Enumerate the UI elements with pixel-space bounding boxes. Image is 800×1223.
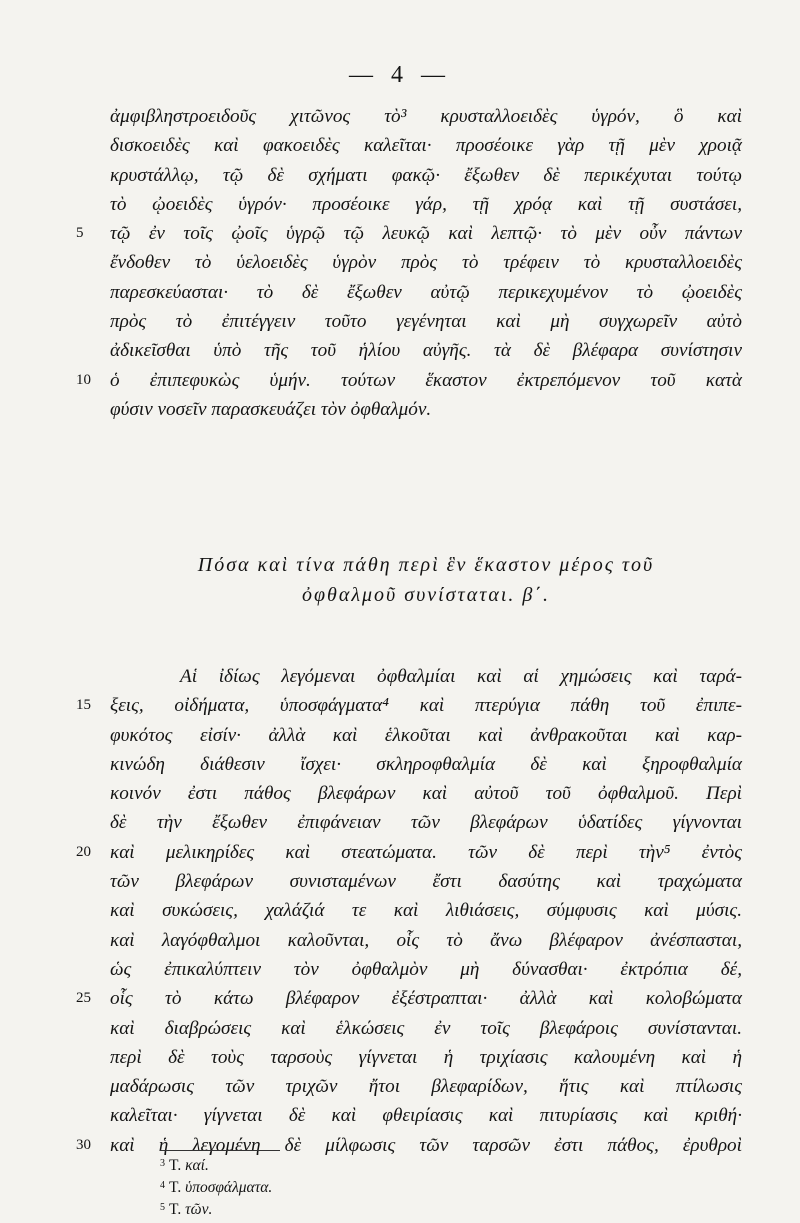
- line-text: φυκότος εἰσίν· ἀλλὰ καὶ ἑλκοῦται καὶ ἀνθρακοῦται καὶ καρ-: [110, 724, 742, 746]
- line-text: καὶ συκώσεις, χαλάζιά τε καὶ λιθιάσεις, σύμφυσις καὶ μύσις.: [110, 900, 742, 922]
- text-line: [110, 161, 742, 190]
- line-text: περὶ δὲ τοὺς ταρσοὺς γίγνεται ἡ τριχίασις καλουμένη καὶ ἡ: [110, 1046, 742, 1068]
- line-text: μαδάρωσις τῶν τριχῶν ἤτοι βλεφαρίδων, ἥτις καὶ πτίλωσις: [110, 1076, 742, 1098]
- line-number: 20: [76, 843, 91, 860]
- line-text: δὲ τὴν ἔξωθεν ἐπιφάνειαν τῶν βλεφάρων ὑδατίδες γίγνονται: [110, 812, 742, 834]
- line-text: φύσιν νοσεῖν παρασκευάζει τὸν ὀφθαλμόν.: [110, 398, 432, 420]
- footnote-siglum: T.: [169, 1201, 182, 1218]
- body-text-top: [76, 102, 742, 424]
- footnote-4: [160, 1177, 560, 1199]
- text-line: [110, 896, 742, 925]
- line-text: καὶ μελικηρίδες καὶ στεατώματα. τῶν δὲ περὶ τὴν⁵ ἐντὸς: [110, 841, 742, 863]
- line-text: ἀμφιβληστροειδοῦς χιτῶνος τὸ³ κρυσταλλοειδὲς ὑγρόν, ὃ καὶ: [110, 106, 742, 127]
- footnote-mark: 4: [160, 1180, 165, 1191]
- line-text: Αἱ ἰδίως λεγόμεναι ὀφθαλμίαι καὶ αἱ χημώσεις καὶ ταρά-: [180, 666, 742, 687]
- line-text: δισκοειδὲς καὶ φακοειδὲς καλεῖται· προσέοικε γὰρ τῇ μὲν χροιᾷ: [110, 135, 742, 157]
- line-text: τῷ ἐν τοῖς ᾠοῖς ὑγρῷ τῷ λευκῷ καὶ λεπτῷ· τὸ μὲν οὖν πάντων: [110, 223, 742, 245]
- text-line: [110, 248, 742, 277]
- page-number: — 4 —: [349, 62, 451, 88]
- text-line: [76, 366, 742, 395]
- line-text: παρεσκεύασται· τὸ δὲ ἔξωθεν αὐτῷ περικεχυμένον τὸ ᾠοειδὲς: [110, 281, 742, 303]
- line-text: καὶ λαγόφθαλμοι καλοῦνται, οἷς τὸ ἄνω βλέφαρον ἀνέσπασται,: [110, 929, 742, 951]
- line-number: 30: [76, 1136, 91, 1153]
- line-text: τὸ ᾠοειδὲς ὑγρόν· προσέοικε γάρ, τῇ χρόᾳ καὶ τῇ συστάσει,: [110, 193, 742, 215]
- text-line: [110, 867, 742, 896]
- line-text: πρὸς τὸ ἐπιτέγγειν τοῦτο γεγένηται καὶ μὴ συγχωρεῖν αὐτὸ: [110, 311, 742, 333]
- chapter-heading: [110, 550, 742, 610]
- text-line: [76, 219, 742, 248]
- text-line: [110, 750, 742, 779]
- line-text: κινώδη διάθεσιν ἴσχει· σκληροφθαλμία δὲ καὶ ξηροφθαλμία: [110, 753, 742, 775]
- text-line: [110, 1101, 742, 1130]
- footnote-reading: ὑποσφάλματα.: [185, 1179, 273, 1196]
- text-line: [110, 278, 742, 307]
- text-line: [110, 395, 742, 424]
- line-text: κρυστάλλῳ, τῷ δὲ σχήματι φακῷ· ἔξωθεν δὲ περικέχυται τούτῳ: [110, 164, 742, 186]
- line-number: 15: [76, 697, 91, 714]
- text-line: [110, 779, 742, 808]
- text-line: [76, 691, 742, 720]
- line-text: ἔνδοθεν τὸ ὑελοειδὲς ὑγρὸν πρὸς τὸ τρέφειν τὸ κρυσταλλοειδὲς: [110, 252, 742, 274]
- line-number: 25: [76, 990, 91, 1007]
- text-line: [110, 808, 742, 837]
- body-text-bottom: [76, 662, 742, 1160]
- heading-line-1: Πόσα καὶ τίνα πάθη περὶ ἓν ἕκαστον μέρος τοῦ: [197, 554, 655, 576]
- text-line: [76, 984, 742, 1013]
- footnote-siglum: T.: [169, 1179, 182, 1196]
- line-text: ὁ ἐπιπεφυκὼς ὑμήν. τούτων ἕκαστον ἐκτρεπόμενον τοῦ κατὰ: [110, 369, 742, 391]
- line-text: τῶν βλεφάρων συνισταμένων ἔστι δασύτης καὶ τραχώματα: [110, 871, 742, 893]
- text-line: [110, 955, 742, 984]
- line-text: καὶ ἡ λεγομένη δὲ μίλφωσις τῶν ταρσῶν ἐστι πάθος, ἐρυθροὶ: [110, 1134, 742, 1156]
- text-line: [110, 190, 742, 219]
- footnote-5: [160, 1199, 560, 1221]
- line-text: οἷς τὸ κάτω βλέφαρον ἐξέστραπται· ἀλλὰ καὶ κολοβώματα: [110, 988, 742, 1010]
- line-number: 10: [76, 371, 91, 388]
- line-text: ξεις, οἰδήματα, ὑποσφάγματα⁴ καὶ πτερύγια πάθη τοῦ ἐπιπε-: [110, 695, 742, 717]
- footnote-rule: [160, 1150, 280, 1151]
- text-line: [110, 307, 742, 336]
- line-text: ὡς ἐπικαλύπτειν τὸν ὀφθαλμὸν μὴ δύνασθαι· ἐκτρόπια δέ,: [110, 958, 742, 980]
- text-line: [110, 662, 742, 691]
- footnote-mark: 3: [160, 1158, 165, 1169]
- text-line: [110, 131, 742, 160]
- text-line: [110, 102, 742, 131]
- line-number: 5: [76, 225, 84, 242]
- footnote-3: [160, 1155, 560, 1177]
- heading-line-2: ὀφθαλμοῦ συνίσταται. β΄.: [301, 584, 551, 606]
- text-line: [110, 1014, 742, 1043]
- text-line: [110, 1072, 742, 1101]
- line-text: καλεῖται· γίγνεται δὲ καὶ φθειρίασις καὶ πιτυρίασις καὶ κριθή·: [110, 1105, 742, 1127]
- line-text: ἀδικεῖσθαι ὑπὸ τῆς τοῦ ἡλίου αὐγῆς. τὰ δὲ βλέφαρα συνίστησιν: [110, 340, 742, 362]
- footnotes: [160, 1155, 560, 1221]
- footnote-siglum: T.: [169, 1157, 182, 1174]
- text-line: [76, 838, 742, 867]
- text-line: [110, 336, 742, 365]
- text-line: [110, 926, 742, 955]
- footnote-reading: τῶν.: [185, 1201, 213, 1218]
- footnote-reading: καί.: [185, 1157, 209, 1174]
- text-line: [110, 1043, 742, 1072]
- line-text: κοινόν ἐστι πάθος βλεφάρων καὶ αὐτοῦ τοῦ ὀφθαλμοῦ. Περὶ: [110, 783, 742, 805]
- line-text: καὶ διαβρώσεις καὶ ἑλκώσεις ἐν τοῖς βλεφάροις συνίστανται.: [110, 1017, 742, 1039]
- text-line: [110, 721, 742, 750]
- footnote-mark: 5: [160, 1202, 165, 1213]
